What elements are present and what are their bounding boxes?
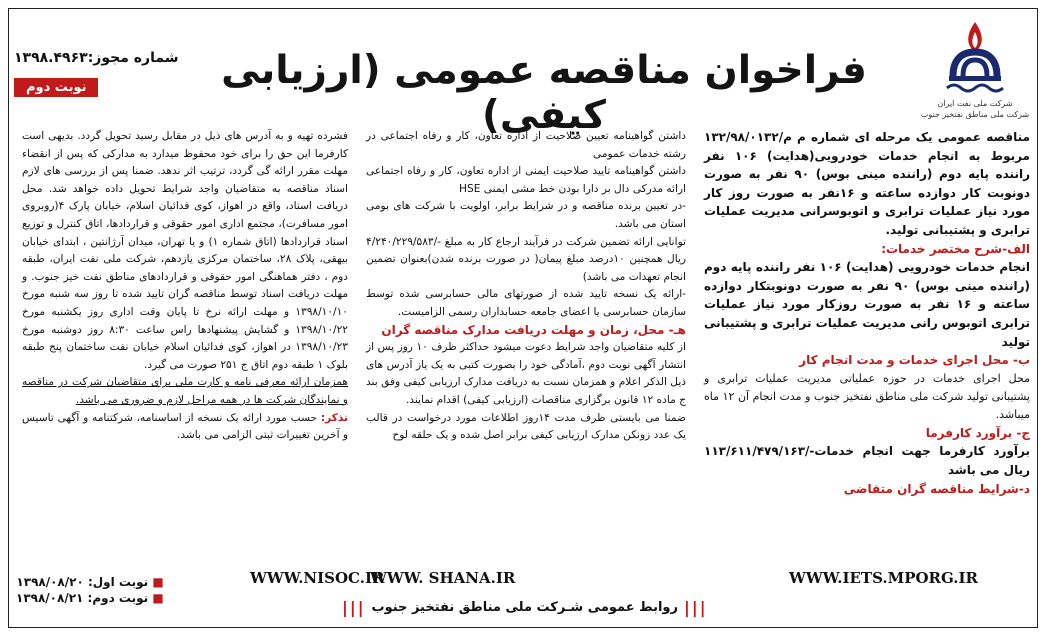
middle-column (366, 128, 686, 445)
section-he-text: از کلیه متقاضیان واجد شرایط دعوت میشود حداکثر ظرف ۱۰ روز پس از انتشار آگهی نوبت دوم ،آمادگی خود را بصورت کتبی به یک یاز آدرس های ذیل الذکر اعلام و همزمان نسبت به دریافت مدارک ارزیابی کیفی وفق بند ج ماده ۱۲ قانون برگزاری مناقصات (ارزیابی کیفی) اقدام نمایند. (366, 341, 686, 406)
section-dal-heading: د-شرایط مناقصه گران متقاضی (843, 481, 1030, 496)
decorative-bars-icon: ||| (342, 597, 366, 617)
section-alef-heading: الف-شرح مختصر خدمات: (881, 241, 1030, 256)
public-relations-bar (342, 596, 708, 618)
logo-text-2: شرکت ملی مناطق نفتخیز جنوب (920, 110, 1030, 119)
link-shana[interactable]: WWW. SHANA.IR (370, 569, 516, 587)
condition-4: توانایی ارائه تضمین شرکت در فرآیند ارجاع کار به مبلغ -/۴/۲۴۰/۲۲۹/۵۸۳ ریال همچنین ۱۰درصد مبلغ پیمان( در صورت برنده شدن)بعنوان تضمین انجام تعهدات می باشد) (366, 235, 686, 283)
date-second: نوبت دوم: ۱۳۹۸/۰۸/۲۱ (16, 591, 149, 605)
documents-delivery-text: فشرده تهیه و به آدرس های ذیل در مقابل رسید تحویل گردد. بدیهی است کارفرما این حق را برای خود محفوظ میدارد به مدارکی که پس از انقضاء مهلت مقرر ارائه گی گردد، ترتیب اثر ندهد. ضمنا پس از بررسی های لازم اسناد مناقصه به متقاضیان واجد شرایط تحویل داده خواهد شد. محل دریافت اسناد، واقع در اهواز، کوی فدائیان اسلام، خیابان پارک ۴(روبروی امور مسافرت)، مجتمع اداری امور حقوقی و قراردادها، اتاق کنترل و توزیع اسناد قراردادها (اتاق شماره ۱) و یا تهران، میدان آرژانتین ، ابتدای خیابان بیهقی، پلاک ۲۸، ساختمان مرکزی یازدهم، شرکت ملی نفت ایران، طبقه دوم ، دفتر هماهنگی امور حقوقی و قراردادهای مناطق نفت خیز جنوب. و مهلت دریافت اسناد توسط مناقصه گران تایید شده تا روز سه شنبه مورخ ۱۳۹۸/۱۰/۱۰ و مهلت ارائه نرخ تا پایان وقت اداری روز یکشنبه مورخ ۱۳۹۸/۱۰/۲۲ و گشایش پیشنهادها راس ساعت ۸:۳۰ روز دوشنبه مورخ ۱۳۹۸/۱۰/۲۳ در اهواز، کوی فدائیان اسلام خیابان نفت ساختمان پنج طبقه بلوک ۱ طبقه دوم اتاق ج ۲۵۱ صورت می گیرد. (22, 130, 349, 371)
section-jim-heading: ج- برآورد کارفرما (925, 425, 1030, 440)
condition-1: داشتن گواهینامه تعیین صلاحیت از اداره تعاون، کار و رفاه اجتماعی در رشته خدمات عمومی (366, 130, 686, 160)
note-label: تذکر: (320, 411, 348, 424)
section-alef-text: انجام خدمات خودرویی (هدایت) ۱۰۶ نفر راننده پایه دوم (راننده مینی بوس) ۹۰ نفر به صورت دونوبتکار دوازده ساعته و ۱۶ نفر به صورت روزکار مورد نیاز عملیات ترابری اتوبوس رانی مدیریت عملیات ترابری و پشتیبانی تولید (704, 260, 1030, 349)
page-title: فراخوان مناقصه عمومی (ارزیابی کیفی) (221, 48, 867, 138)
left-column (22, 128, 348, 445)
link-iets[interactable]: WWW.IETS.MPORG.IR (789, 569, 978, 587)
condition-5: -ارائه یک نسخه تایید شده از صورتهای مالی حسابرسی شده توسط سازمان حسابرسی یا اعضای جامعه حسابداران رسمی الزامیست. (366, 288, 686, 318)
condition-3: -در تعیین برنده مناقصه و در شرایط برابر، اولویت با شرکت های بومی استان می باشد. (366, 200, 686, 230)
section-be-heading: ب- محل اجرای خدمات و مدت انجام کار (799, 353, 1030, 368)
permit-number: شماره مجوز:۱۳۹۸.۴۹۶۳ (14, 50, 179, 66)
note-text: حسب مورد ارائه یک نسخه از اساسنامه، شرکتنامه و آگهی تاسیس و آخرین تغییرات ثبتی الزامی می باشد. (22, 411, 348, 442)
public-relations-text: روابط عمومی شـرکت ملی مناطق نفتخیز جنوب (371, 599, 678, 615)
bullet-icon: ■ (152, 591, 164, 605)
tender-intro: مناقصه عمومی یک مرحله ای شماره م م/۱۳۲/۹۸/۰۱۳۲ مربوط به انجام خدمات خودرویی(هدایت) ۱۰۶ نفر راننده پایه دوم (راننده مینی بوس) ۹۰ نفر به صورت دونوبت کار دوازده ساعته و ۱۶نفر به صورت روز کار مورد نیاز عملیات ترابری و اتوبوسرانی مدیریت عملیات ترابری و پشتیبانی تولید. (704, 130, 1030, 237)
link-nisoc[interactable]: WWW.NISOC.IR (250, 569, 385, 587)
right-column (704, 128, 1030, 498)
date-first: نوبت اول: ۱۳۹۸/۰۸/۲۰ (16, 575, 149, 589)
condition-2: داشتن گواهینامه تایید صلاحیت ایمنی از اداره تعاون، کار و رفاه اجتماعی ارائه مدرکی دال بر دارا بودن خط مشی ایمنی HSE (366, 165, 686, 195)
section-he-heading: هـ- محل، زمان و مهلت دریافت مدارک مناقصه گران (381, 322, 686, 337)
id-requirement-text: همزمان ارائه معرفی نامه و کارت ملی برای متقاضیان شرکت در مناقصه و نمایندگان شرکت ها در همه مراحل لازم و ضروری می باشد. (22, 376, 348, 406)
company-logo (920, 18, 1030, 130)
logo-text-1: شرکت ملی نفت ایران (937, 99, 1013, 108)
section-jim-text: برآورد کارفرما جهت انجام خدمات-/۱۱۳/۶۱۱/۴۷۹/۱۶۳ ریال می باشد (704, 444, 1030, 477)
decorative-bars-icon: ||| (684, 597, 708, 617)
publication-dates (16, 574, 164, 606)
section-he-text-2: ضمنا می بایستی ظرف مدت ۱۴روز اطلاعات مورد درخواست در قالب یک عدد زونکن مدارک ارزیابی کیفی برابر اصل شده و یک حلقه لوح (366, 411, 686, 442)
edition-badge: نوبت دوم (14, 78, 98, 97)
nioc-emblem-icon (939, 18, 1011, 98)
bullet-icon: ■ (152, 575, 164, 589)
section-be-text: محل اجرای خدمات در حوزه عملیاتی مدیریت عملیات ترابری و پشتیبانی تولید شرکت ملی مناطق نفتخیز جنوب و مدت انجام آن ۱۲ ماه میباشد. (704, 371, 1030, 421)
